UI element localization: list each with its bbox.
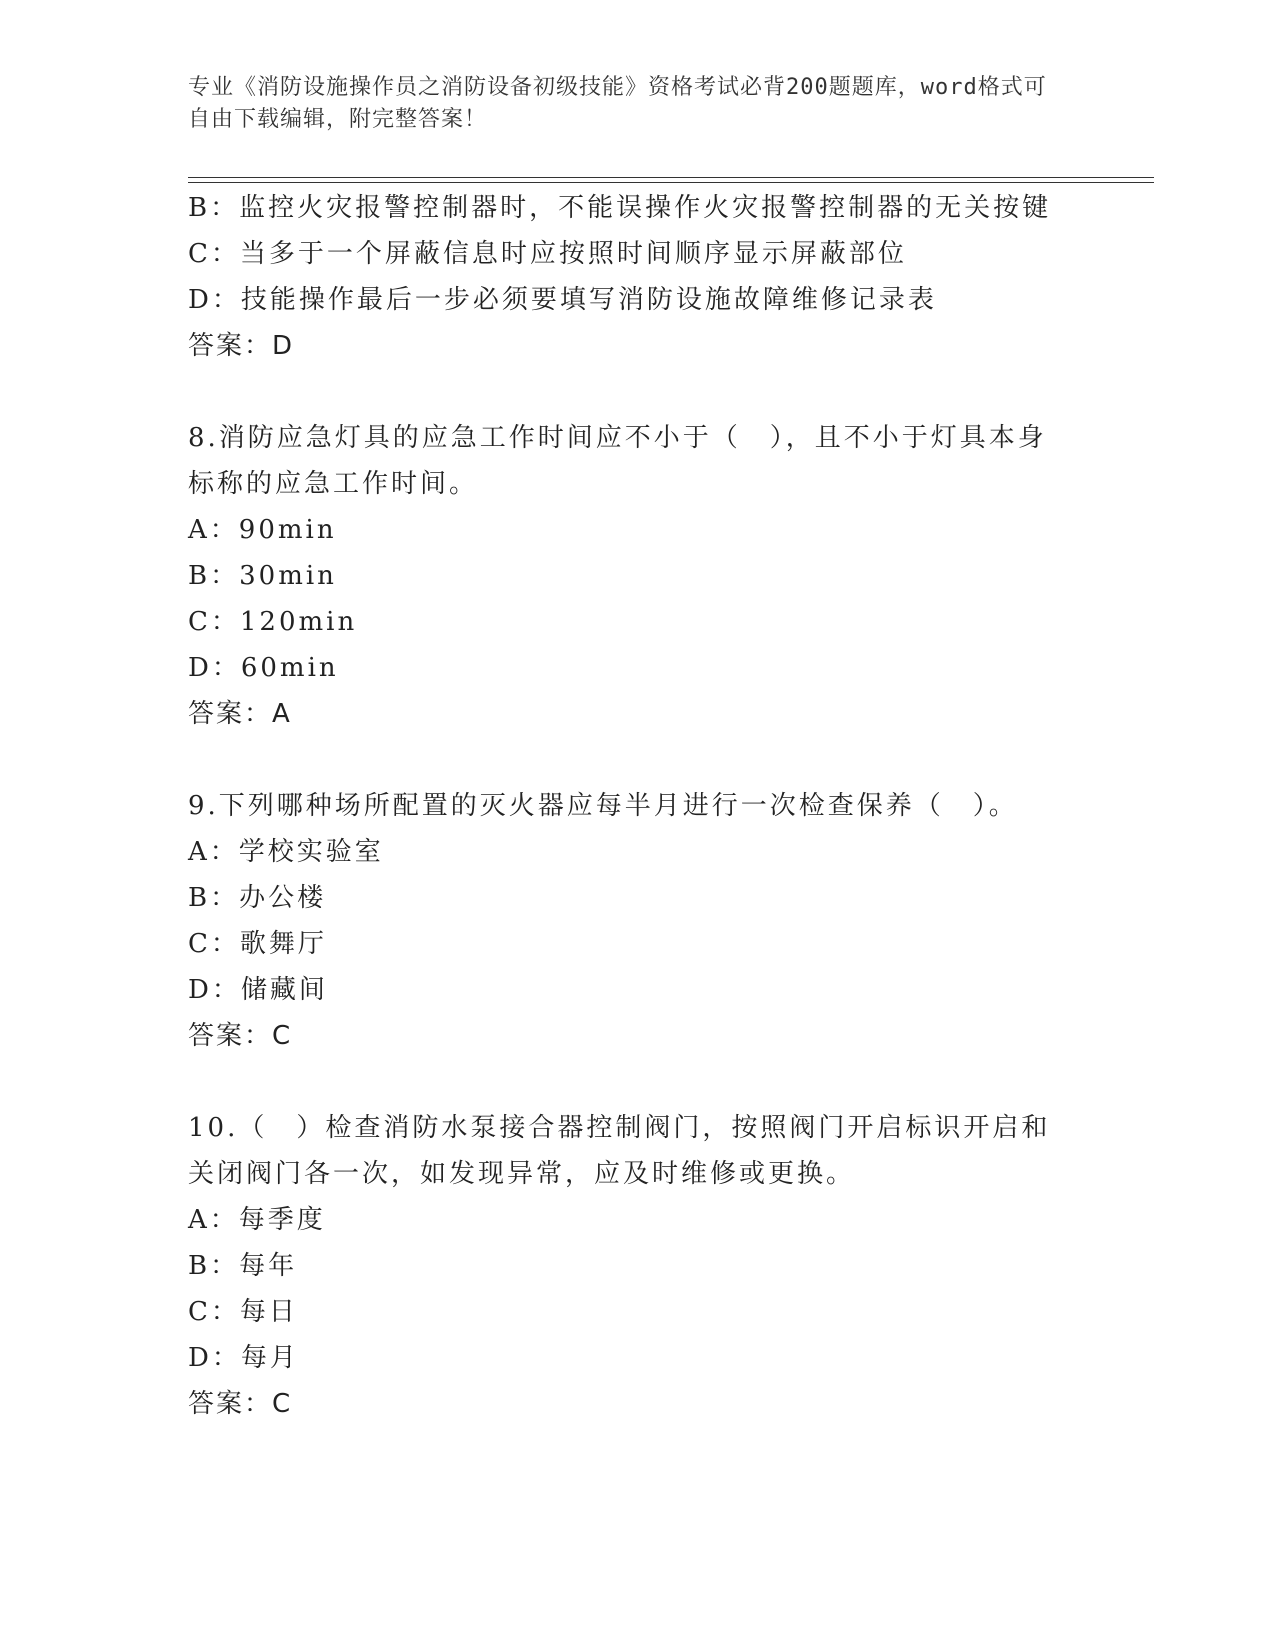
question-10: [188, 1105, 1088, 1427]
option-b: B：每年: [188, 1251, 298, 1281]
question-9: [188, 783, 1088, 1059]
answer: 答案：D: [188, 331, 295, 361]
option-c: C：每日: [188, 1297, 298, 1327]
question-text: 8.消防应急灯具的应急工作时间应不小于（ ），且不小于灯具本身标称的应急工作时间。: [188, 423, 1047, 499]
spacer: [188, 1059, 1088, 1105]
option-a: A：每季度: [188, 1205, 326, 1235]
answer: 答案：C: [188, 1021, 293, 1051]
option-b: B：30min: [188, 561, 337, 591]
question-text: 9.下列哪种场所配置的灭火器应每半月进行一次检查保养（ ）。: [188, 791, 1018, 821]
answer: 答案：C: [188, 1389, 293, 1419]
option-d: D：储藏间: [188, 975, 328, 1005]
spacer: [188, 369, 1088, 415]
option-d: D：技能操作最后一步必须要填写消防设施故障维修记录表: [188, 285, 937, 315]
question-7: [188, 185, 1088, 369]
spacer: [188, 737, 1088, 783]
question-list: [188, 185, 1088, 1427]
header-rule-bottom: [188, 182, 1154, 183]
option-d: D：每月: [188, 1343, 299, 1373]
question-8: [188, 415, 1088, 737]
option-c: C：当多于一个屏蔽信息时应按照时间顺序显示屏蔽部位: [188, 239, 907, 269]
option-c: C：120min: [188, 607, 358, 637]
question-text: 10.（ ）检查消防水泵接合器控制阀门，按照阀门开启标识开启和关闭阀门各一次，如发现异常，应及时维修或更换。: [188, 1113, 1051, 1189]
option-a: A：90min: [188, 515, 337, 545]
header-rule-top: [188, 177, 1154, 178]
document-header: 专业《消防设施操作员之消防设备初级技能》资格考试必背200题题库，word格式可自由下载编辑，附完整答案！: [188, 75, 1047, 132]
option-b: B：办公楼: [188, 883, 327, 913]
option-d: D：60min: [188, 653, 339, 683]
option-a: A：学校实验室: [188, 837, 384, 867]
answer: 答案：A: [188, 699, 292, 729]
option-b: B：监控火灾报警控制器时，不能误操作火灾报警控制器的无关按键: [188, 193, 1052, 223]
option-c: C：歌舞厅: [188, 929, 327, 959]
